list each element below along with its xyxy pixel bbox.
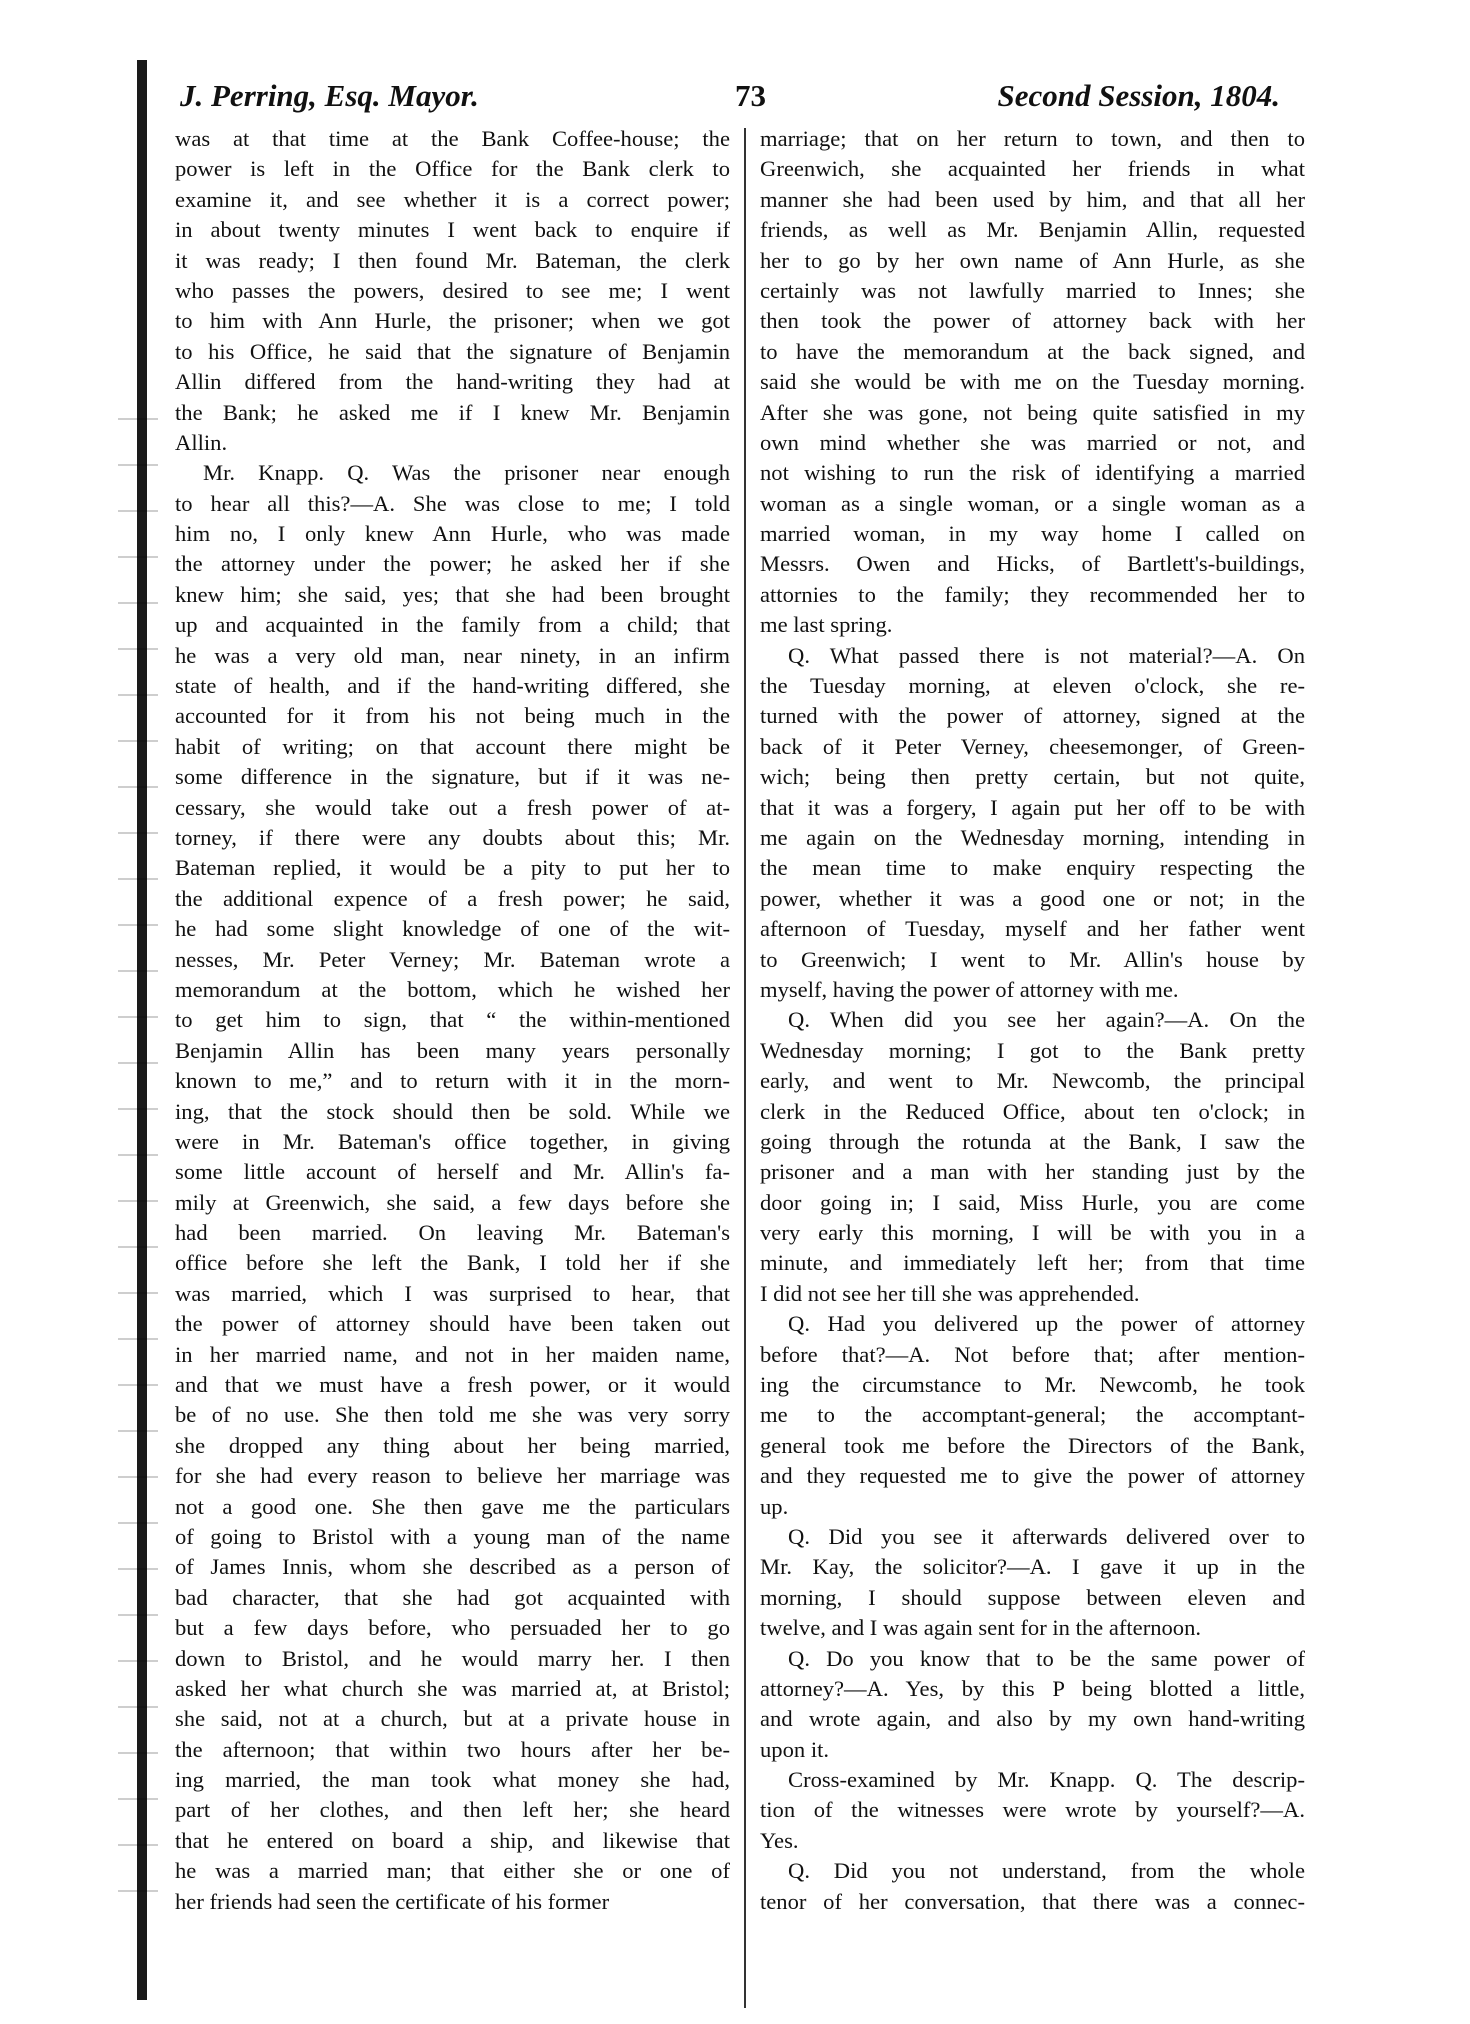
- left-column: [175, 124, 730, 1917]
- text-line: Mr. Knapp. Q. Was the prisoner near enough: [203, 460, 730, 486]
- text-line: Q. Did you not understand, from the whole: [788, 1858, 1305, 1884]
- text-line: I did not see her till she was apprehended.: [760, 1280, 1140, 1306]
- text-line: her to go by her own name of Ann Hurle, as she: [760, 247, 1305, 273]
- text-line: and that we must have a fresh power, or it would: [175, 1372, 730, 1398]
- text-line: not a good one. She then gave me the particulars: [175, 1493, 730, 1519]
- text-line: and they requested me to give the power of attorney: [760, 1463, 1305, 1489]
- text-line: woman as a single woman, or a single woman as a: [760, 490, 1305, 516]
- text-line: he was a married man; that either she or one of: [175, 1858, 730, 1884]
- text-line: manner she had been used by him, and that all her: [760, 186, 1305, 212]
- text-line: me to the accomptant-general; the accomptant-: [760, 1402, 1305, 1428]
- text-line: Benjamin Allin has been many years personally: [175, 1037, 730, 1063]
- text-line: Yes.: [760, 1827, 799, 1853]
- text-line: afternoon of Tuesday, myself and her father went: [760, 916, 1305, 942]
- text-line: some difference in the signature, but if it was ne-: [175, 764, 730, 790]
- text-line: were in Mr. Bateman's office together, in giving: [175, 1128, 730, 1154]
- text-line: examine it, and see whether it is a correct power;: [175, 186, 730, 212]
- text-line: minute, and immediately left her; from that time: [760, 1250, 1305, 1276]
- text-line: certainly was not lawfully married to Innes; she: [760, 277, 1305, 303]
- text-line: part of her clothes, and then left her; she heard: [175, 1797, 730, 1823]
- text-line: back of it Peter Verney, cheesemonger, of Green-: [760, 733, 1305, 759]
- text-line: the mean time to make enquiry respecting the: [760, 855, 1305, 881]
- text-line: of James Innis, whom she described as a person of: [175, 1554, 730, 1580]
- text-line: very early this morning, I will be with you in a: [760, 1220, 1305, 1246]
- text-line: her friends had seen the certificate of his former: [175, 1888, 610, 1914]
- text-line: tenor of her conversation, that there was a connec-: [760, 1888, 1305, 1914]
- text-line: cessary, she would take out a fresh power of at-: [175, 794, 730, 820]
- text-line: in her married name, and not in her maiden name,: [175, 1341, 730, 1367]
- text-line: Q. What passed there is not material?—A. On: [788, 642, 1305, 668]
- text-line: before that?—A. Not before that; after mention-: [760, 1341, 1305, 1367]
- text-line: in about twenty minutes I went back to enquire if: [175, 217, 730, 243]
- text-line: the power of attorney should have been taken out: [175, 1311, 730, 1337]
- text-line: to get him to sign, that “ the within-mentioned: [175, 1007, 730, 1033]
- page-number: 73: [735, 78, 766, 113]
- text-line: office before she left the Bank, I told her if she: [175, 1250, 730, 1276]
- text-line: to his Office, he said that the signature of Benjamin: [175, 338, 730, 364]
- text-line: she dropped any thing about her being married,: [175, 1432, 730, 1458]
- column-divider: [744, 128, 746, 2008]
- text-line: it was ready; I then found Mr. Bateman, the clerk: [175, 247, 730, 273]
- text-line: going through the rotunda at the Bank, I saw the: [760, 1128, 1305, 1154]
- text-line: early, and went to Mr. Newcomb, the principal: [760, 1068, 1305, 1094]
- text-line: accounted for it from his not being much in the: [175, 703, 730, 729]
- text-line: ing the circumstance to Mr. Newcomb, he took: [760, 1372, 1305, 1398]
- text-line: that he entered on board a ship, and likewise that: [175, 1827, 730, 1853]
- text-line: Allin differed from the hand-writing they had at: [175, 369, 730, 395]
- text-line: tion of the witnesses were wrote by yourself?—A.: [760, 1797, 1305, 1823]
- text-line: Q. Had you delivered up the power of attorney: [788, 1311, 1305, 1337]
- text-line: nesses, Mr. Peter Verney; Mr. Bateman wrote a: [175, 946, 730, 972]
- text-line: turned with the power of attorney, signed at the: [760, 703, 1305, 729]
- text-line: Q. Did you see it afterwards delivered over to: [788, 1523, 1305, 1549]
- text-line: be of no use. She then told me she was very sorry: [175, 1402, 730, 1428]
- text-line: him no, I only knew Ann Hurle, who was made: [175, 521, 730, 547]
- text-line: twelve, and I was again sent for in the afternoon.: [760, 1615, 1202, 1641]
- text-line: habit of writing; on that account there might be: [175, 733, 730, 759]
- text-line: clerk in the Reduced Office, about ten o'clock; in: [760, 1098, 1305, 1124]
- text-line: she said, not at a church, but at a private house in: [175, 1706, 730, 1732]
- text-line: the attorney under the power; he asked her if she: [175, 551, 730, 577]
- text-line: general took me before the Directors of the Bank,: [760, 1432, 1305, 1458]
- text-line: Bateman replied, it would be a pity to put her to: [175, 855, 730, 881]
- text-line: up and acquainted in the family from a child; that: [175, 612, 730, 638]
- text-line: power is left in the Office for the Bank clerk to: [175, 156, 730, 182]
- text-line: for she had every reason to believe her marriage was: [175, 1463, 730, 1489]
- text-line: was at that time at the Bank Coffee-house; the: [175, 126, 730, 151]
- text-line: the Tuesday morning, at eleven o'clock, she re-: [760, 673, 1305, 699]
- text-line: Allin.: [175, 429, 228, 455]
- text-line: friends, as well as Mr. Benjamin Allin, requested: [760, 217, 1305, 243]
- text-line: married woman, in my way home I called on: [760, 521, 1305, 547]
- header-mayor: J. Perring, Esq. Mayor.: [180, 78, 479, 113]
- right-column: [760, 124, 1305, 1917]
- text-line: torney, if there were any doubts about this; Mr.: [175, 824, 730, 850]
- text-line: down to Bristol, and he would marry her. I then: [175, 1645, 730, 1671]
- text-line: was married, which I was surprised to hear, that: [175, 1280, 730, 1306]
- text-line: Mr. Kay, the solicitor?—A. I gave it up in the: [760, 1554, 1305, 1580]
- text-line: Messrs. Owen and Hicks, of Bartlett's-buildings,: [760, 551, 1305, 577]
- text-line: own mind whether she was married or not, and: [760, 429, 1305, 455]
- text-line: ing, that the stock should then be sold. While we: [175, 1098, 730, 1124]
- text-line: memorandum at the bottom, which he wished her: [175, 976, 730, 1002]
- text-line: myself, having the power of attorney with me.: [760, 976, 1179, 1002]
- text-line: the afternoon; that within two hours after her be-: [175, 1736, 730, 1762]
- text-line: attorney?—A. Yes, by this P being blotted a little,: [760, 1675, 1305, 1701]
- text-line: Q. Do you know that to be the same power of: [788, 1645, 1305, 1671]
- text-line: wich; being then pretty certain, but not quite,: [760, 764, 1305, 790]
- text-line: door going in; I said, Miss Hurle, you are come: [760, 1189, 1305, 1215]
- text-line: but a few days before, who persuaded her to go: [175, 1615, 730, 1641]
- text-line: to hear all this?—A. She was close to me; I told: [175, 490, 730, 516]
- text-line: morning, I should suppose between eleven and: [760, 1584, 1305, 1610]
- text-line: to have the memorandum at the back signed, and: [760, 338, 1305, 364]
- text-line: some little account of herself and Mr. Allin's fa-: [175, 1159, 730, 1185]
- text-line: to Greenwich; I went to Mr. Allin's house by: [760, 946, 1305, 972]
- text-line: state of health, and if the hand-writing differed, she: [175, 673, 730, 699]
- text-line: then took the power of attorney back with her: [760, 308, 1305, 334]
- scan-edge-specks: [118, 400, 158, 1900]
- text-line: mily at Greenwich, she said, a few days before she: [175, 1189, 730, 1215]
- text-line: he was a very old man, near ninety, in an infirm: [175, 642, 730, 668]
- text-line: that it was a forgery, I again put her off to be with: [760, 794, 1305, 820]
- text-line: me again on the Wednesday morning, intending in: [760, 824, 1305, 850]
- text-line: had been married. On leaving Mr. Bateman's: [175, 1220, 730, 1246]
- text-line: who passes the powers, desired to see me; I went: [175, 277, 730, 303]
- text-line: me last spring.: [760, 612, 893, 638]
- text-line: attornies to the family; they recommended her to: [760, 581, 1305, 607]
- text-line: up.: [760, 1493, 789, 1519]
- text-line: prisoner and a man with her standing just by the: [760, 1159, 1305, 1185]
- text-line: power, whether it was a good one or not; in the: [760, 885, 1305, 911]
- text-line: known to me,” and to return with it in the morn-: [175, 1068, 730, 1094]
- text-line: of going to Bristol with a young man of the name: [175, 1523, 730, 1549]
- text-line: Wednesday morning; I got to the Bank pretty: [760, 1037, 1305, 1063]
- text-line: he had some slight knowledge of one of the wit-: [175, 916, 730, 942]
- text-line: asked her what church she was married at, at Bristol;: [175, 1675, 730, 1701]
- text-line: not wishing to run the risk of identifying a married: [760, 460, 1305, 486]
- header-session: Second Session, 1804.: [997, 78, 1280, 113]
- text-line: Cross-examined by Mr. Knapp. Q. The descrip-: [788, 1767, 1305, 1793]
- text-line: the additional expence of a fresh power; he said,: [175, 885, 730, 911]
- text-line: marriage; that on her return to town, and then to: [760, 126, 1305, 151]
- text-line: to him with Ann Hurle, the prisoner; when we got: [175, 308, 730, 334]
- text-line: and wrote again, and also by my own hand-writing: [760, 1706, 1305, 1732]
- text-line: Q. When did you see her again?—A. On the: [788, 1007, 1305, 1033]
- text-line: Greenwich, she acquainted her friends in what: [760, 156, 1305, 182]
- text-line: knew him; she said, yes; that she had been brought: [175, 581, 730, 607]
- text-line: said she would be with me on the Tuesday morning.: [760, 369, 1305, 395]
- page-header: [180, 78, 1280, 122]
- text-line: the Bank; he asked me if I knew Mr. Benjamin: [175, 399, 730, 425]
- text-line: upon it.: [760, 1736, 830, 1762]
- text-line: ing married, the man took what money she had,: [175, 1767, 730, 1793]
- text-line: bad character, that she had got acquainted with: [175, 1584, 730, 1610]
- text-line: After she was gone, not being quite satisfied in my: [760, 399, 1305, 425]
